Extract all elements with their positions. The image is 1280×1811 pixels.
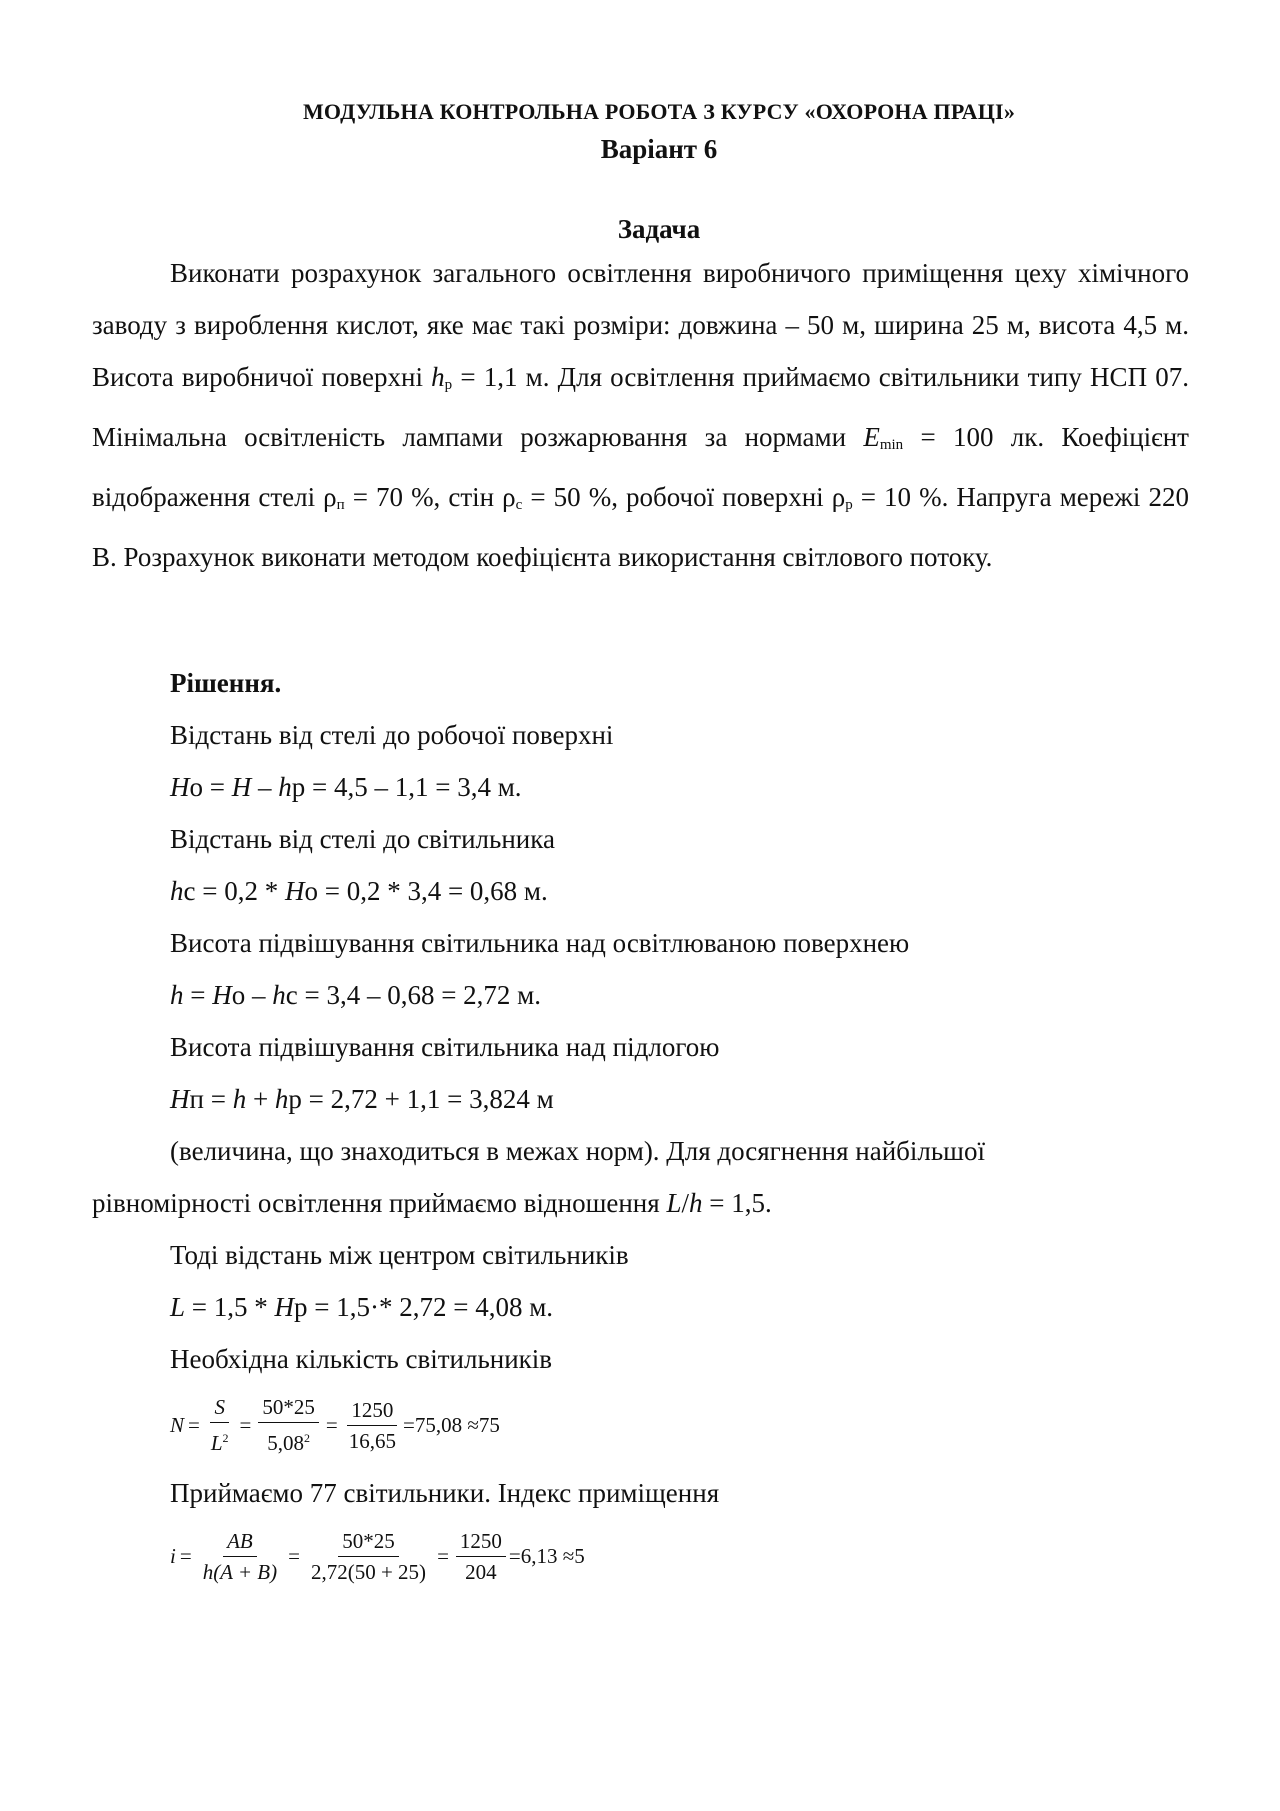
- eq-var: H: [212, 980, 232, 1010]
- eq-var: H: [284, 876, 305, 906]
- eq-text: = 1,5.: [702, 1188, 772, 1218]
- fraction-denominator: 5,08: [267, 1431, 305, 1455]
- formula-lhs: i: [170, 1544, 176, 1568]
- solution-equation: [170, 1084, 554, 1115]
- eq-text: о =: [189, 772, 232, 802]
- eq-var: H: [231, 772, 252, 802]
- eq-text: = 1,5 *: [185, 1292, 275, 1322]
- eq-text: р = 2,72 + 1,1 = 3,824 м: [288, 1084, 554, 1114]
- task-heading: Задача: [617, 214, 701, 244]
- fraction-numerator: 1250: [456, 1528, 506, 1557]
- e-variable: E: [863, 422, 880, 452]
- eq-text: с = 0,2 *: [183, 876, 285, 906]
- formula-eq: =: [239, 1412, 252, 1437]
- h-variable: h: [431, 362, 445, 392]
- eq-text: р = 1,5·* 2,72 = 4,08 м.: [294, 1292, 554, 1322]
- eq-var: H: [170, 772, 190, 802]
- fraction-denominator: L: [210, 1431, 223, 1455]
- solution-line: Висота підвішування світильника над підлогою: [170, 1032, 720, 1062]
- solution-line: Необхідна кількість світильників: [170, 1344, 553, 1374]
- solution-line: Відстань від стелі до робочої поверхні: [170, 720, 614, 750]
- fraction-numerator: 50*25: [258, 1394, 319, 1423]
- fraction: [345, 1397, 400, 1454]
- document-title: МОДУЛЬНА КОНТРОЛЬНА РОБОТА З КУРСУ «ОХОРОНА ПРАЦІ»: [302, 99, 1016, 124]
- eq-var: h: [232, 1084, 247, 1114]
- variant-heading: Варіант 6: [600, 134, 718, 164]
- fraction-denominator: 16,65: [348, 1428, 396, 1453]
- fraction-numerator: 1250: [347, 1397, 397, 1426]
- rho-subscript: с: [515, 497, 523, 513]
- formula-eq: =: [188, 1412, 200, 1437]
- solution-line: (величина, що знаходиться в межах норм). Для досягнення найбільшої: [170, 1136, 985, 1166]
- fraction-numerator: S: [214, 1395, 225, 1419]
- eq-text: п =: [189, 1084, 233, 1114]
- task-text: = 100 лк. Коефіцієнт відображення стелі ρ: [92, 422, 1189, 512]
- exponent: 2: [222, 1431, 229, 1445]
- fraction-denominator: 2,72(50 + 25): [310, 1560, 427, 1584]
- eq-text: с = 3,4 – 0,68 = 2,72 м.: [285, 980, 542, 1010]
- eq-text: рівномірності освітлення приймаємо відношення: [92, 1188, 667, 1218]
- formula-eq: =: [179, 1544, 192, 1568]
- solution-equation: [170, 772, 522, 803]
- h-subscript: р: [444, 377, 453, 393]
- eq-var: h: [278, 772, 292, 802]
- solution-line: Тоді відстань між центром світильників: [170, 1240, 629, 1270]
- eq-var: L: [666, 1188, 682, 1218]
- solution-line: Приймаємо 77 світильники. Індекс приміщення: [170, 1478, 720, 1508]
- formula-eq: =: [437, 1544, 449, 1568]
- solution-equation: [170, 980, 541, 1011]
- formula-eq: =: [325, 1412, 338, 1437]
- eq-var: h: [170, 980, 184, 1010]
- formula-result: =6,13 ≈5: [508, 1544, 585, 1568]
- task-paragraph: [92, 247, 1189, 583]
- solution-line: [92, 1188, 772, 1219]
- solution-heading: Рішення.: [170, 668, 282, 698]
- eq-text: =: [183, 980, 213, 1010]
- fraction-denominator: h(A + B): [202, 1560, 278, 1584]
- rho-subscript: р: [845, 497, 853, 513]
- eq-text: –: [251, 772, 279, 802]
- solution-line: Висота підвішування світильника над освітлюваною поверхнею: [170, 928, 910, 958]
- fraction-denominator: 204: [465, 1560, 497, 1584]
- fraction: [199, 1528, 281, 1585]
- eq-var: H: [274, 1292, 295, 1322]
- solution-equation: [170, 876, 548, 907]
- eq-text: /: [681, 1188, 689, 1218]
- e-subscript: min: [879, 437, 904, 453]
- eq-var: h: [170, 876, 184, 906]
- eq-var: h: [272, 980, 286, 1010]
- formula-result: =75,08 ≈75: [402, 1412, 500, 1437]
- fraction-numerator: AB: [227, 1529, 253, 1553]
- eq-text: р = 4,5 – 1,1 = 3,4 м.: [291, 772, 522, 802]
- formula-eq: =: [288, 1544, 300, 1568]
- eq-var: h: [274, 1084, 289, 1114]
- solution-equation: [170, 1292, 553, 1323]
- solution-line: Відстань від стелі до світильника: [170, 824, 555, 854]
- fraction: [456, 1528, 506, 1585]
- lamp-count-formula: [170, 1394, 500, 1456]
- fraction-numerator: 50*25: [338, 1528, 399, 1557]
- eq-var: H: [170, 1084, 190, 1114]
- task-text: Виконати розрахунок загального освітлення виробничого приміщення цеху хімічного заводу з вироблення кислот, яке має такі розміри: довжина – 50 м, ширина 25 м, висота 4,5 м. Висота виробничої поверхні: [92, 258, 1189, 392]
- rho-subscript: п: [336, 497, 345, 513]
- task-text: = 70 %, стін ρ: [344, 482, 516, 512]
- fraction: [258, 1394, 319, 1456]
- task-text: = 1,1 м. Для освітлення приймаємо світильники типу НСП 07. Мінімальна освітленість лампами розжарювання за нормами: [92, 362, 1189, 452]
- formula-lhs: N: [170, 1412, 185, 1437]
- eq-var: L: [170, 1292, 186, 1322]
- fraction: [207, 1394, 233, 1456]
- eq-text: +: [246, 1084, 275, 1114]
- eq-var: h: [688, 1188, 703, 1218]
- exponent: 2: [304, 1431, 311, 1445]
- eq-text: о –: [231, 980, 273, 1010]
- room-index-formula: [170, 1528, 585, 1585]
- fraction: [307, 1528, 430, 1585]
- task-text: = 50 %, робочої поверхні ρ: [522, 482, 846, 512]
- eq-text: о = 0,2 * 3,4 = 0,68 м.: [304, 876, 548, 906]
- task-text: = 10 %. Напруга мережі 220 В. Розрахунок виконати методом коефіцієнта використання світлового потоку.: [92, 482, 1189, 572]
